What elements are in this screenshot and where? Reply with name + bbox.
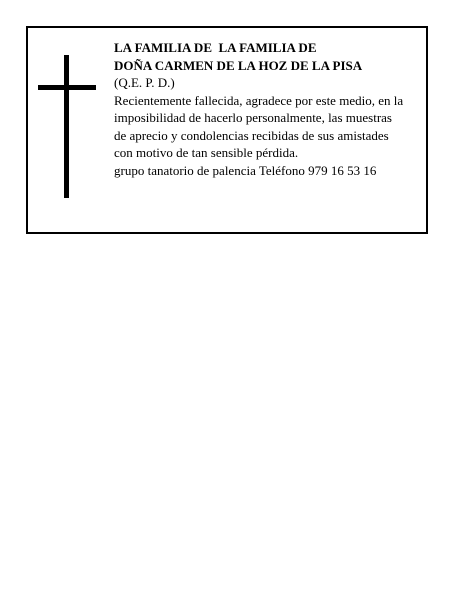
contact-line: grupo tanatorio de palencia Teléfono 979 16 53 16	[114, 162, 377, 178]
body-line: con motivo de tan sensible pérdida.	[114, 145, 299, 160]
cross-icon-bar	[38, 85, 96, 90]
heading-family: LA FAMILIA DE LA FAMILIA DE	[114, 40, 317, 55]
heading-deceased-name: DOÑA CARMEN DE LA HOZ DE LA PISA	[114, 57, 363, 73]
notice-text	[114, 39, 424, 179]
qepd-line: (Q.E. P. D.)	[114, 75, 175, 90]
body-line: Recientemente fallecida, agradece por este medio, en la	[114, 92, 404, 108]
body-line: imposibilidad de hacerlo personalmente, las muestras	[114, 110, 392, 125]
cross-icon	[64, 55, 69, 198]
body-line: de aprecio y condolencias recibidas de sus amistades	[114, 127, 389, 143]
